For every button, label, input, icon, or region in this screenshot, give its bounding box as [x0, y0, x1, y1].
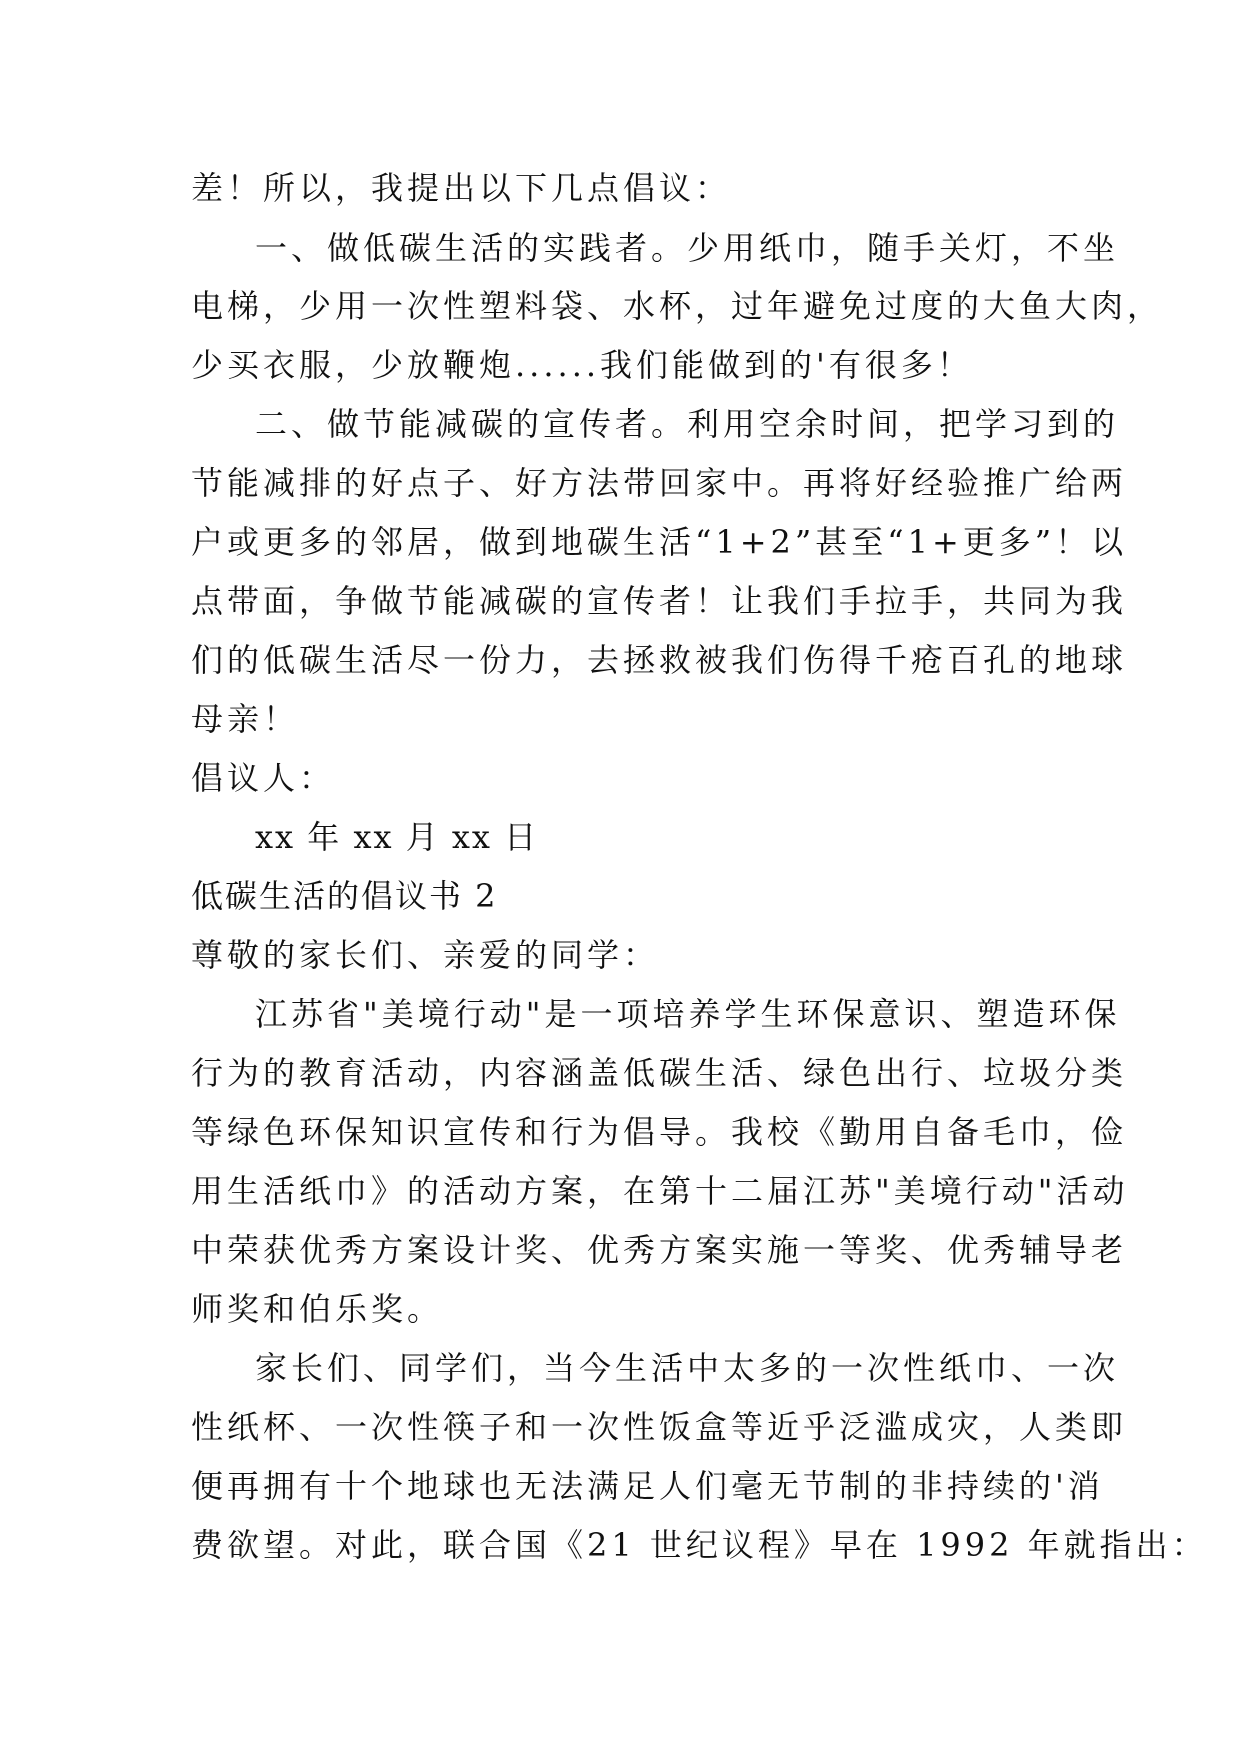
- text-line: 便再拥有十个地球也无法满足人们毫无节制的非持续的'消: [191, 1467, 1104, 1505]
- text-line: 节能减排的好点子、好方法带回家中。再将好经验推广给两: [191, 464, 1128, 502]
- text-line: 母亲！: [191, 700, 300, 738]
- text-line: 户或更多的邻居，做到地碳生活“1+2”甚至“1+更多”！以: [191, 523, 1128, 561]
- text-line: 少买衣服，少放鞭炮......我们能做到的'有很多！: [191, 346, 973, 384]
- text-line: 差！所以，我提出以下几点倡议：: [191, 169, 732, 207]
- text-line: 电梯，少用一次性塑料袋、水杯，过年避免过度的大鱼大肉，: [191, 287, 1164, 325]
- signature-date: xx 年 xx 月 xx 日: [255, 818, 539, 856]
- text-line: 费欲望。对此，联合国《21 世纪议程》早在 1992 年就指出：: [191, 1526, 1208, 1564]
- text-line: 江苏省"美境行动"是一项培养学生环保意识、塑造环保: [255, 995, 1121, 1033]
- text-line: 二、做节能减碳的宣传者。利用空余时间，把学习到的: [255, 405, 1120, 443]
- text-line: 一、做低碳生活的实践者。少用纸巾，随手关灯，不坐: [255, 229, 1120, 267]
- text-line: 等绿色环保知识宣传和行为倡导。我校《勤用自备毛巾，俭: [191, 1113, 1128, 1151]
- section-title: 低碳生活的倡议书 2: [191, 877, 498, 915]
- signature-label: 倡议人：: [191, 759, 336, 797]
- salutation: 尊敬的家长们、亲爱的同学：: [191, 936, 660, 974]
- text-line: 师奖和伯乐奖。: [191, 1290, 444, 1328]
- text-line: 点带面，争做节能减碳的宣传者！让我们手拉手，共同为我: [191, 582, 1128, 620]
- text-line: 用生活纸巾》的活动方案，在第十二届江苏"美境行动"活动: [191, 1172, 1129, 1210]
- text-line: 们的低碳生活尽一份力，去拯救被我们伤得千疮百孔的地球: [191, 641, 1128, 679]
- text-line: 家长们、同学们，当今生活中太多的一次性纸巾、一次: [255, 1349, 1120, 1387]
- text-line: 性纸杯、一次性筷子和一次性饭盒等近乎泛滥成灾，人类即: [191, 1408, 1128, 1446]
- text-line: 中荣获优秀方案设计奖、优秀方案实施一等奖、优秀辅导老: [191, 1231, 1128, 1269]
- text-line: 行为的教育活动，内容涵盖低碳生活、绿色出行、垃圾分类: [191, 1054, 1128, 1092]
